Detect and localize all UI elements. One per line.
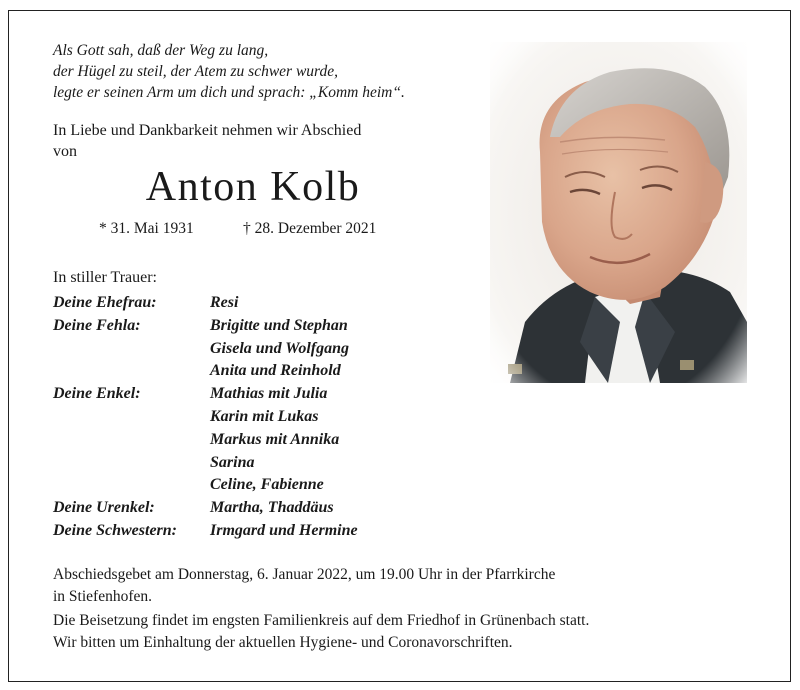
deceased-name: Anton Kolb [145, 164, 361, 210]
notes-line: Wir bitten um Einhaltung der aktuellen Hygiene- und Coronavorschriften. [53, 633, 513, 651]
relation-label: Deine Ehefrau: [53, 294, 157, 311]
relation-label [53, 360, 210, 383]
intro-line: von [53, 143, 77, 160]
family-row [53, 383, 358, 406]
family-row [53, 338, 358, 361]
death-date: † 28. Dezember 2021 [243, 220, 377, 237]
notes-line: in Stiefenhofen. [53, 587, 153, 605]
relation-label [53, 452, 210, 475]
relative-names: Karin mit Lukas [210, 407, 319, 425]
relation-label: Deine Schwestern: [53, 521, 177, 539]
family-row [53, 406, 358, 429]
notes-line: Abschiedsgebet am Donnerstag, 6. Januar 2022, um 19.00 Uhr in der Pfarrkirche [53, 566, 556, 583]
family-row [53, 360, 358, 383]
relative-names: Martha, Thaddäus [210, 499, 334, 517]
relative-names: Anita und Reinhold [210, 362, 341, 380]
relative-names: Celine, Fabienne [210, 476, 324, 494]
relation-label: Deine Enkel: [53, 385, 141, 403]
birth-date: * 31. Mai 1931 [99, 220, 194, 237]
relative-names: Brigitte und Stephan [210, 316, 348, 334]
portrait-photo [490, 42, 747, 383]
family-row [53, 474, 358, 497]
family-row [53, 429, 358, 452]
relation-label: Deine Fehla: [53, 316, 141, 334]
intro-line: In Liebe und Dankbarkeit nehmen wir Abschied [53, 122, 362, 139]
service-notes [53, 564, 589, 653]
family-row [53, 452, 358, 475]
poem-line: legte er seinen Arm um dich und sprach: „Komm heim“. [53, 84, 405, 101]
notes-line: Die Beisetzung findet im engsten Familienkreis auf dem Friedhof in Grünenbach statt. [53, 612, 590, 629]
relation-label: Deine Urenkel: [53, 499, 155, 517]
relation-label [53, 406, 210, 429]
family-row [53, 315, 358, 338]
relation-label [53, 429, 210, 452]
family-list [53, 292, 358, 543]
poem-line: Als Gott sah, daß der Weg zu lang, [53, 42, 269, 59]
relative-names: Sarina [210, 453, 255, 471]
relative-names: Irmgard und Hermine [210, 521, 358, 539]
relative-names: Resi [210, 294, 239, 311]
family-row [53, 520, 358, 543]
poem [53, 40, 405, 103]
intro-text [53, 120, 361, 162]
mourning-heading: In stiller Trauer: [53, 269, 157, 286]
relative-names: Mathias mit Julia [210, 385, 328, 403]
family-row [53, 292, 358, 315]
poem-line: der Hügel zu steil, der Atem zu schwer wurde, [53, 63, 339, 80]
family-row [53, 497, 358, 520]
relation-label [53, 474, 210, 497]
relation-label [53, 338, 210, 361]
relative-names: Gisela und Wolfgang [210, 339, 349, 357]
relative-names: Markus mit Annika [210, 430, 340, 448]
